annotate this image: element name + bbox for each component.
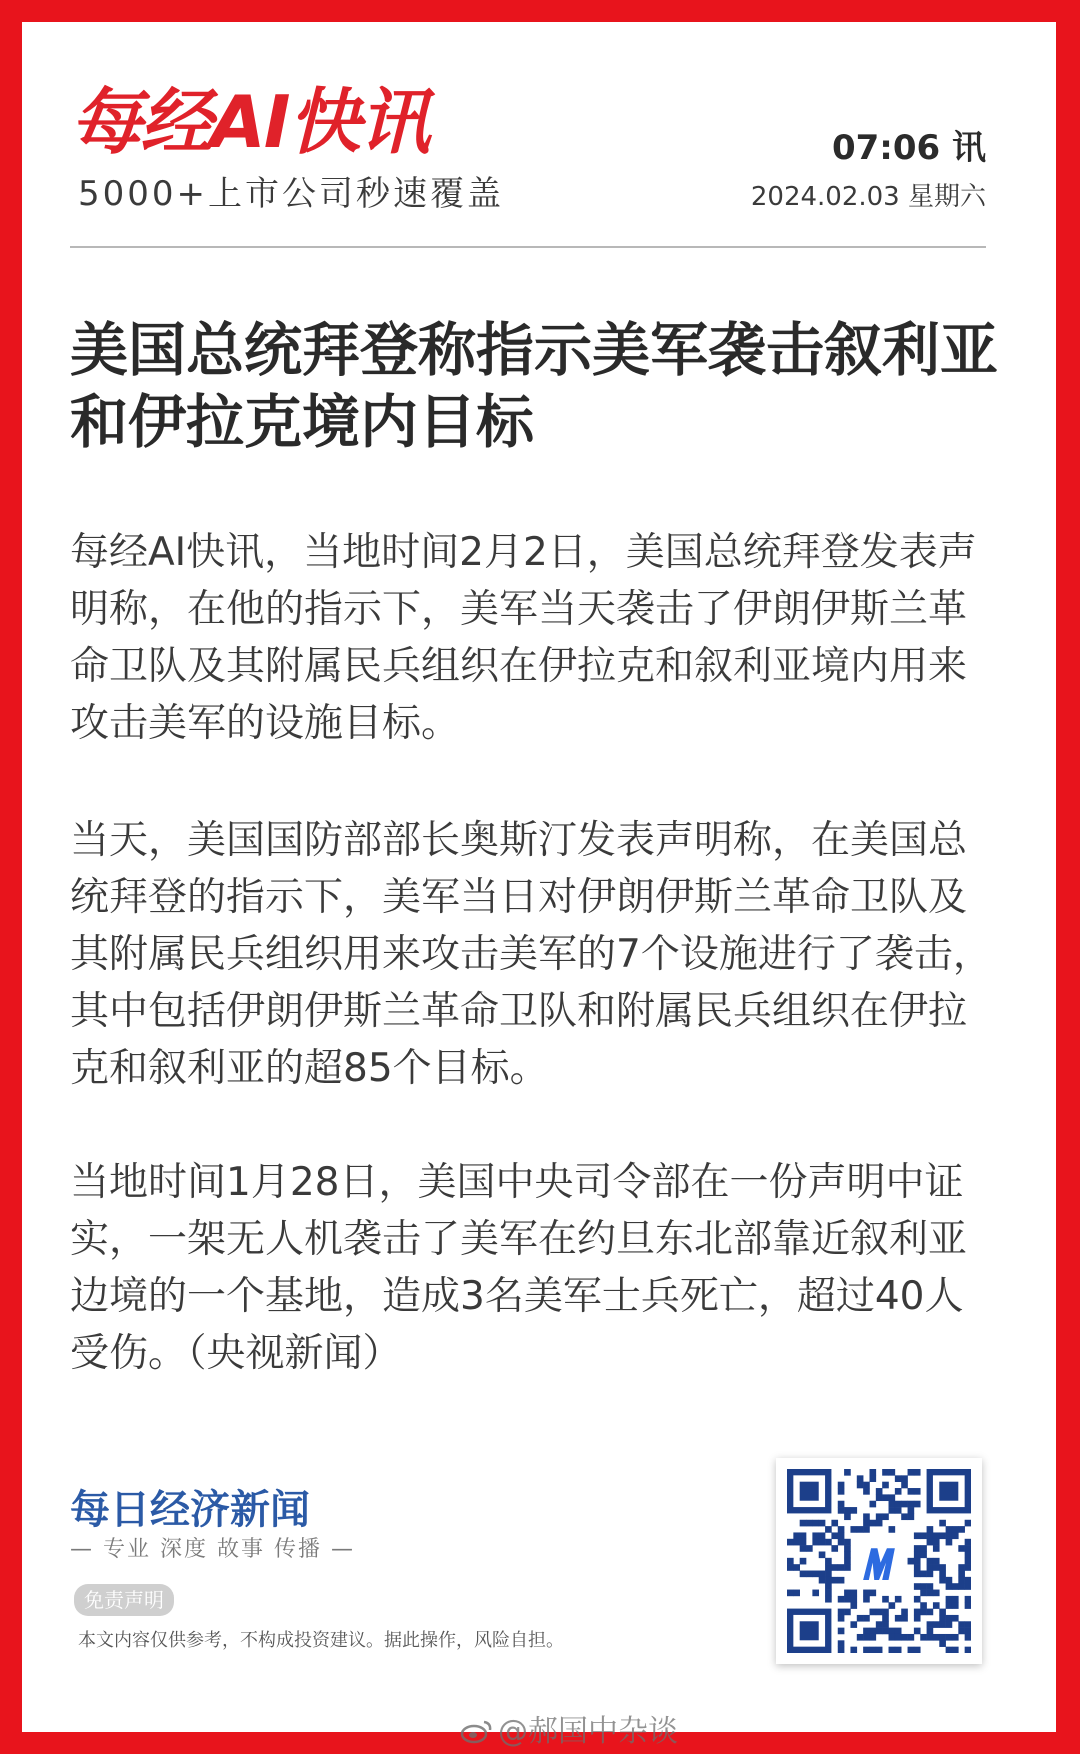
watermark xyxy=(460,1706,678,1750)
tagline: 5000+上市公司秒速覆盖 xyxy=(78,174,505,214)
disclaimer-badge: 免责声明 xyxy=(74,1584,174,1616)
article-paragraph-2: 当天，美国国防部部长奥斯汀发表声明称，在美国总统拜登的指示下，美军当日对伊朗伊斯兰革命卫队及其附属民兵组织用来攻击美军的7个设施进行了袭击，其中包括伊朗伊斯兰革命卫队和附属民兵组织在伊拉克和叙利亚的超85个目标。 xyxy=(70,818,992,1091)
article-paragraph-1: 每经AI快讯，当地时间2月2日，美国总统拜登发表声明称，在他的指示下，美军当天袭击了伊朗伊斯兰革命卫队及其附属民兵组织在伊拉克和叙利亚境内用来攻击美军的设施目标。 xyxy=(70,530,977,746)
footer-slogan: — 专业 深度 故事 传播 — xyxy=(70,1537,355,1562)
article-headline: 美国总统拜登称指示美军袭击叙利亚和伊拉克境内目标 xyxy=(70,316,999,456)
publish-date: 2024.02.03 星期六 xyxy=(750,182,986,212)
disclaimer-text: 本文内容仅供参考，不构成投资建议。据此操作，风险自担。 xyxy=(78,1630,564,1651)
qr-code-icon xyxy=(787,1469,971,1653)
qr-code[interactable] xyxy=(776,1458,982,1664)
footer-brand-logo: 每日经济新闻 xyxy=(70,1486,310,1533)
article-paragraph-3: 当地时间1月28日，美国中央司令部在一份声明中证实，一架无人机袭击了美军在约旦东北部靠近叙利亚边境的一个基地，造成3名美军士兵死亡，超过40人受伤。（央视新闻） xyxy=(70,1160,968,1376)
brand-logo: 每经AI快讯 xyxy=(70,80,429,164)
watermark-text: @郝国中杂谈 xyxy=(498,1714,678,1749)
publish-time: 07:06 讯 xyxy=(831,128,986,168)
header-divider xyxy=(70,246,986,248)
weibo-icon xyxy=(460,1718,494,1744)
header xyxy=(70,82,986,222)
